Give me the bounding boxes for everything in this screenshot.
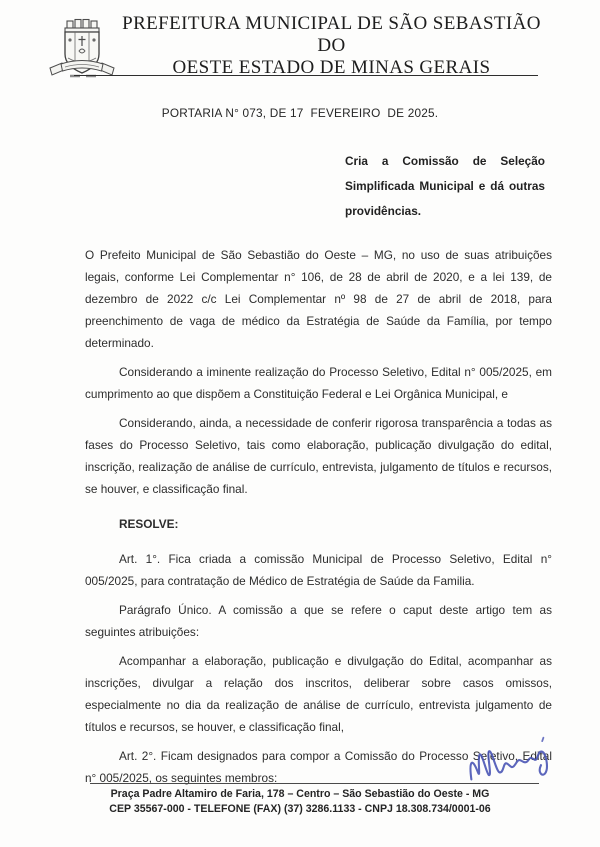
footer-contact: CEP 35567-000 - TELEFONE (FAX) (37) 3286.1133 - CNPJ 18.308.734/0001-06 (109, 803, 491, 815)
org-title-line1: PREFEITURA MUNICIPAL DE SÃO SEBASTIÃO DO (122, 13, 541, 56)
header-divider (74, 75, 538, 76)
article-2-paragraph: Art. 2°. Ficam designados para compor a Comissão do Processo Seletivo, Edital n° 005/2025, os seguintes membros: (85, 749, 552, 785)
article-1-paragraph: Art. 1°. Fica criada a comissão Municipal de Processo Seletivo, Edital n° 005/2025, para contratação de Médico de Estratégia de Saúde da Familia. (85, 552, 552, 588)
body-paragraph: Acompanhar a elaboração, publicação e divulgação do Edital, acompanhar as inscrições, divulgar a relação dos inscritos, deliberar sobre casos omissos, especialmente no dia da realização de análise de currículo, entrevista julgamento de títulos e recursos, se houver, e classificação final, (85, 654, 552, 734)
letterhead (0, 13, 600, 77)
document-title: PORTARIA N° 073, DE 17 FEVEREIRO DE 2025. (161, 106, 439, 120)
body-paragraph: Considerando a iminente realização do Processo Seletivo, Edital n° 005/2025, em cumprimento ao que dispõem a Constituição Federal e Lei Orgânica Municipal, e (85, 365, 552, 401)
document-body (85, 244, 552, 789)
sole-paragraph: Parágrafo Único. A comissão a que se refere o caput deste artigo tem as seguintes atribuições: (85, 603, 552, 639)
resolve-heading: RESOLVE: (119, 517, 179, 531)
signature-ink-icon (462, 736, 554, 786)
org-title (118, 13, 545, 79)
footer-address: Praça Padre Altamiro de Faria, 178 – Centro – São Sebastião do Oeste - MG (110, 788, 490, 800)
footer-divider (90, 783, 539, 784)
body-paragraph: O Prefeito Municipal de São Sebastião do Oeste – MG, no uso de suas atribuições legais, conforme Lei Complementar n° 106, de 28 de abril de 2020, e a lei 139, de dezembro de 2022 c/c Lei Complementar nº 98 de 27 de abril de 2018, para preenchimento de vaga de médico da Estratégia de Saúde da Família, por tempo determinado. (85, 248, 552, 350)
org-title-line2: OESTE ESTADO DE MINAS GERAIS (172, 57, 491, 78)
page-footer (0, 783, 600, 817)
document-summary: Cria a Comissão de Seleção Simplificada Municipal e dá outras providências. (345, 154, 545, 218)
body-paragraph: Considerando, ainda, a necessidade de conferir rigorosa transparência a todas as fases do Processo Seletivo, tais como elaboração, publicação divulgação do edital, inscrição, realização de análise de currículo, entrevista, julgamento de títulos e recursos, se houver, e classificação final. (85, 416, 552, 496)
